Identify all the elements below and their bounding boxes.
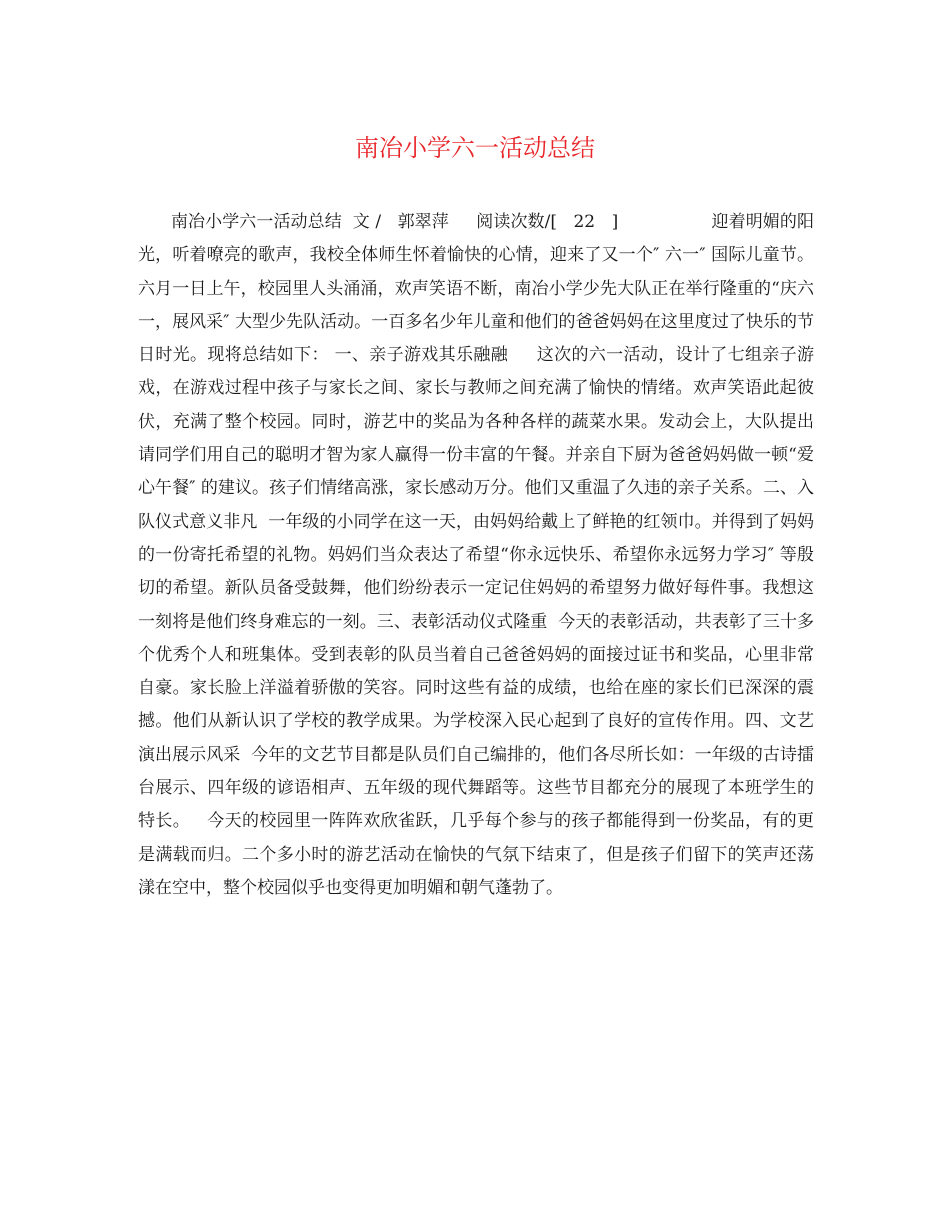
document-body: 南冶小学六一活动总结 文 / 郭翠萍 阅读次数/[ 22 ] 迎着明媚的阳光，听着嘹亮的歌声，我校全体师生怀着愉快的心情，迎来了又一个″ 六一″ 国际儿童节。 六月一日上午，校园里人头涌涌，欢声笑语不断，南冶小学少先大队正在举行隆重的“庆六一，展风采″ 大型少先队活动。一百多名少年儿童和他们的爸爸妈妈在这里度过了快乐的节日时光。现将总结如下： 一、亲子游戏其乐融融 这次的六一活动，设计了七组亲子游戏，在游戏过程中孩子与家长之间、家长与教师之间充满了愉快的情绪。欢声笑语此起彼伏，充满了整个校园。同时，游艺中的奖品为各种各样的蔬菜水果。发动会上，大队提出请同学们用自己的聪明才智为家人赢得一份丰富的午餐。并亲自下厨为爸爸妈妈做一顿“爱心午餐″ 的建议。孩子们情绪高涨，家长感动万分。他们又重温了久违的亲子关系。二、入队仪式意义非凡 一年级的小同学在这一天，由妈妈给戴上了鲜艳的红领巾。并得到了妈妈的一份寄托希望的礼物。妈妈们当众表达了希望“你永远快乐、希望你永远努力学习″ 等殷切的希望。新队员备受鼓舞，他们纷纷表示一定记住妈妈的希望努力做好每件事。我想这一刻将是他们终身难忘的一刻。三、表彰活动仪式隆重 今天的表彰活动，共表彰了三十多个优秀个人和班集体。受到表彰的队员当着自己爸爸妈妈的面接过证书和奖品，心里非常自豪。家长脸上洋溢着骄傲的笑容。同时这些有益的成绩，也给在座的家长们已深深的震撼。他们从新认识了学校的教学成果。为学校深入民心起到了良好的宣传作用。四、文艺演出展示风采 今年的文艺节目都是队员们自己编排的，他们各尽所长如：一年级的古诗擂台展示、四年级的谚语相声、五年级的现代舞蹈等。这些节目都充分的展现了本班学生的特长。 今天的校园里一阵阵欢欣雀跃，几乎每个参与的孩子都能得到一份奖品，有的更是满载而归。二个多小时的游艺活动在愉快的气氛下结束了，但是孩子们留下的笑声还荡漾在空中，整个校园似乎也变得更加明媚和朝气蓬勃了。 — [138, 212, 820, 898]
document-title: 南冶小学六一活动总结 — [355, 134, 595, 162]
